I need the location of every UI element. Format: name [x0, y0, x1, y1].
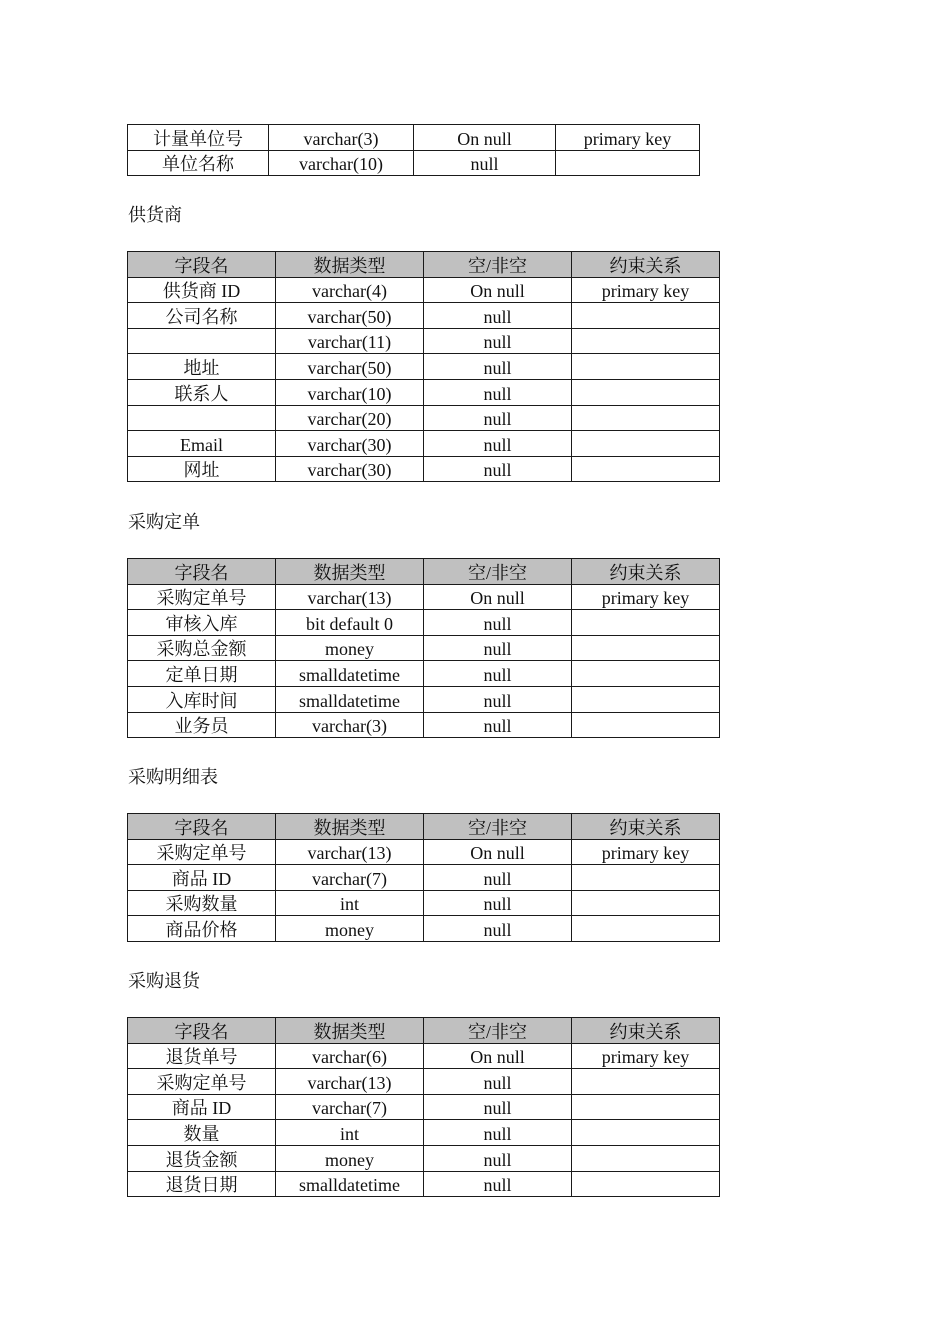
- table-cell: [572, 865, 720, 891]
- table-cell: money: [276, 916, 424, 942]
- table-row: [128, 354, 720, 380]
- table-row: [128, 125, 700, 151]
- table-cell: [572, 610, 720, 636]
- table-cell: 业务员: [128, 712, 276, 738]
- table-cell: On null: [414, 125, 556, 151]
- table-cell: [572, 1094, 720, 1120]
- table-cell: varchar(10): [269, 150, 414, 176]
- header-cell: 约束关系: [572, 1018, 720, 1044]
- table-cell: 入库时间: [128, 686, 276, 712]
- table-row: [128, 916, 720, 942]
- table-cell: primary key: [572, 584, 720, 610]
- table-cell: primary key: [556, 125, 700, 151]
- table-cell: null: [424, 686, 572, 712]
- header-cell: 约束关系: [572, 252, 720, 278]
- table-cell: null: [424, 865, 572, 891]
- table-row: [128, 584, 720, 610]
- table-cell: [556, 150, 700, 176]
- header-cell: 空/非空: [424, 252, 572, 278]
- table-cell: 审核入库: [128, 610, 276, 636]
- table-cell: null: [424, 303, 572, 329]
- table-cell: 采购定单号: [128, 839, 276, 865]
- table-cell: null: [424, 431, 572, 457]
- table-cell: [128, 328, 276, 354]
- table-cell: int: [276, 890, 424, 916]
- table-row: [128, 303, 720, 329]
- table-cell: 供货商 ID: [128, 277, 276, 303]
- table-row: [128, 431, 720, 457]
- header-cell: 字段名: [128, 559, 276, 585]
- table-cell: [572, 354, 720, 380]
- table-row: [128, 1069, 720, 1095]
- table-cell: varchar(50): [276, 303, 424, 329]
- table-cell: varchar(6): [276, 1043, 424, 1069]
- table-cell: primary key: [572, 839, 720, 865]
- table-cell: varchar(13): [276, 1069, 424, 1095]
- table-cell: varchar(50): [276, 354, 424, 380]
- table-cell: null: [424, 890, 572, 916]
- table-cell: varchar(3): [276, 712, 424, 738]
- table-cell: [572, 686, 720, 712]
- header-cell: 字段名: [128, 1018, 276, 1044]
- table-cell: null: [424, 635, 572, 661]
- table-cell: 退货日期: [128, 1171, 276, 1197]
- section-title-supplier: 供货商: [128, 205, 182, 225]
- table-cell: null: [424, 456, 572, 482]
- purchase-order-table: [127, 558, 720, 738]
- table-cell: varchar(30): [276, 431, 424, 457]
- table-cell: varchar(13): [276, 839, 424, 865]
- table-cell: 网址: [128, 456, 276, 482]
- table-cell: varchar(3): [269, 125, 414, 151]
- table-cell: null: [424, 1120, 572, 1146]
- purchase-detail-table: [127, 813, 720, 942]
- table-row: [128, 379, 720, 405]
- table-row: [128, 661, 720, 687]
- table-row: [128, 1145, 720, 1171]
- table-cell: [572, 1145, 720, 1171]
- header-cell: 数据类型: [276, 814, 424, 840]
- header-cell: 约束关系: [572, 559, 720, 585]
- table-cell: null: [424, 610, 572, 636]
- table-cell: varchar(7): [276, 865, 424, 891]
- table-row: [128, 686, 720, 712]
- table-cell: null: [424, 405, 572, 431]
- table-row: [128, 328, 720, 354]
- supplier-table: [127, 251, 720, 482]
- table-cell: 定单日期: [128, 661, 276, 687]
- table-row: [128, 405, 720, 431]
- table-cell: [572, 1120, 720, 1146]
- table-cell: [572, 712, 720, 738]
- table-cell: varchar(13): [276, 584, 424, 610]
- table-cell: 单位名称: [128, 150, 269, 176]
- table-cell: smalldatetime: [276, 661, 424, 687]
- table-cell: [572, 328, 720, 354]
- table-header-row: [128, 1018, 720, 1044]
- table-cell: smalldatetime: [276, 1171, 424, 1197]
- table-row: [128, 456, 720, 482]
- table-cell: 商品价格: [128, 916, 276, 942]
- table-row: [128, 150, 700, 176]
- table-cell: null: [424, 916, 572, 942]
- table-cell: money: [276, 635, 424, 661]
- table-header-row: [128, 252, 720, 278]
- table-row: [128, 277, 720, 303]
- header-cell: 数据类型: [276, 559, 424, 585]
- table-cell: primary key: [572, 277, 720, 303]
- header-cell: 数据类型: [276, 252, 424, 278]
- header-cell: 字段名: [128, 814, 276, 840]
- table-cell: null: [424, 379, 572, 405]
- header-cell: 空/非空: [424, 814, 572, 840]
- table-row: [128, 1120, 720, 1146]
- table-cell: int: [276, 1120, 424, 1146]
- table-cell: [572, 1171, 720, 1197]
- table-row: [128, 839, 720, 865]
- table-cell: 地址: [128, 354, 276, 380]
- table-cell: [128, 405, 276, 431]
- table-cell: [572, 379, 720, 405]
- header-cell: 空/非空: [424, 559, 572, 585]
- table-cell: [572, 916, 720, 942]
- table-cell: 采购数量: [128, 890, 276, 916]
- header-cell: 字段名: [128, 252, 276, 278]
- table-cell: 退货金额: [128, 1145, 276, 1171]
- section-title-purchase-detail: 采购明细表: [128, 767, 218, 787]
- table-row: [128, 865, 720, 891]
- table-cell: smalldatetime: [276, 686, 424, 712]
- table-cell: [572, 890, 720, 916]
- header-cell: 约束关系: [572, 814, 720, 840]
- table-cell: null: [424, 661, 572, 687]
- table-cell: 采购定单号: [128, 1069, 276, 1095]
- section-title-purchase-order: 采购定单: [128, 512, 200, 532]
- table-cell: 联系人: [128, 379, 276, 405]
- table-row: [128, 1094, 720, 1120]
- table-row: [128, 890, 720, 916]
- table-cell: [572, 405, 720, 431]
- table-cell: 退货单号: [128, 1043, 276, 1069]
- table-row: [128, 1043, 720, 1069]
- table-cell: [572, 635, 720, 661]
- table-cell: On null: [424, 584, 572, 610]
- table-row: [128, 610, 720, 636]
- table-cell: 采购定单号: [128, 584, 276, 610]
- table-cell: varchar(10): [276, 379, 424, 405]
- header-cell: 空/非空: [424, 1018, 572, 1044]
- table-header-row: [128, 559, 720, 585]
- table-cell: 商品 ID: [128, 1094, 276, 1120]
- table-row: [128, 635, 720, 661]
- table-cell: null: [424, 712, 572, 738]
- table-cell: 计量单位号: [128, 125, 269, 151]
- table-cell: 商品 ID: [128, 865, 276, 891]
- table-cell: 公司名称: [128, 303, 276, 329]
- table-cell: 数量: [128, 1120, 276, 1146]
- table-cell: On null: [424, 277, 572, 303]
- table-cell: On null: [424, 839, 572, 865]
- unit-table: [127, 124, 700, 176]
- table-cell: [572, 456, 720, 482]
- table-cell: null: [424, 328, 572, 354]
- table-cell: varchar(30): [276, 456, 424, 482]
- table-cell: null: [414, 150, 556, 176]
- table-cell: [572, 431, 720, 457]
- purchase-return-table: [127, 1017, 720, 1197]
- table-cell: bit default 0: [276, 610, 424, 636]
- table-cell: varchar(4): [276, 277, 424, 303]
- table-header-row: [128, 814, 720, 840]
- table-cell: [572, 661, 720, 687]
- table-cell: varchar(11): [276, 328, 424, 354]
- table-cell: null: [424, 1145, 572, 1171]
- table-cell: money: [276, 1145, 424, 1171]
- table-cell: null: [424, 1094, 572, 1120]
- table-cell: Email: [128, 431, 276, 457]
- table-cell: On null: [424, 1043, 572, 1069]
- table-cell: varchar(20): [276, 405, 424, 431]
- section-title-purchase-return: 采购退货: [128, 971, 200, 991]
- table-cell: [572, 303, 720, 329]
- table-cell: null: [424, 1069, 572, 1095]
- table-cell: [572, 1069, 720, 1095]
- table-cell: varchar(7): [276, 1094, 424, 1120]
- table-cell: 采购总金额: [128, 635, 276, 661]
- table-row: [128, 1171, 720, 1197]
- table-cell: null: [424, 1171, 572, 1197]
- table-cell: null: [424, 354, 572, 380]
- table-cell: primary key: [572, 1043, 720, 1069]
- header-cell: 数据类型: [276, 1018, 424, 1044]
- table-row: [128, 712, 720, 738]
